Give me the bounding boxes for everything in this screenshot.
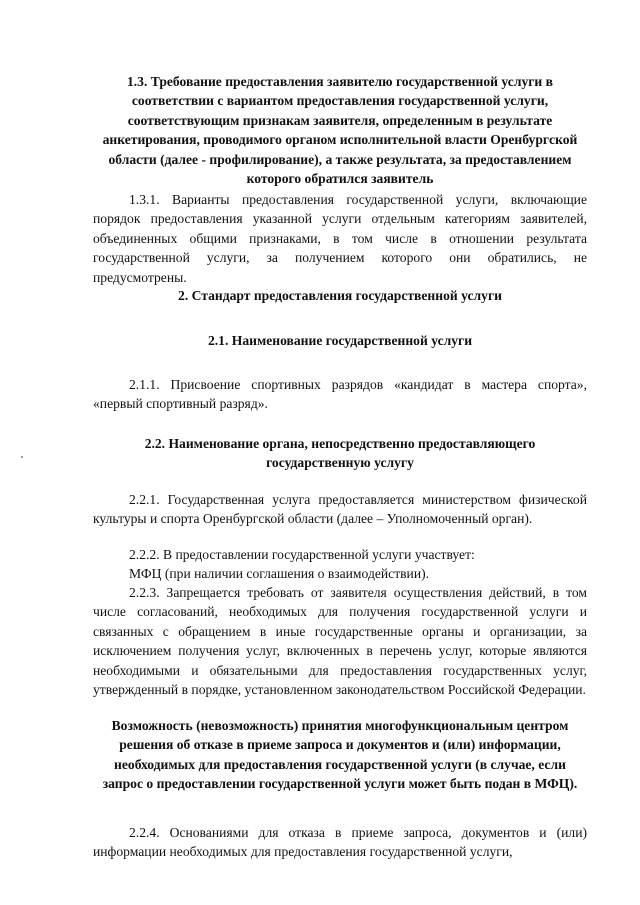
section-1-3-heading: 1.3. Требование предоставления заявителю государственной услуги в соответствии с вариантом предоставления государственной услуги, соответствующим признакам заявителя, определенным в результате анкетирования, проводимого органом исполнительной власти Оренбургской области (далее - профилирование), а также результата, за предоставлением которого обратился заявитель: [102, 74, 578, 187]
paragraph-2-2-3: 2.2.3. Запрещается требовать от заявителя осуществления действий, в том числе согласований, необходимых для получения государственной услуги и связанных с обращением в иные государственные органы и организации, за исключением получения услуг, включенных в перечень услуг, которые являются необходимыми и обязательными для предоставления государственных услуг, утвержденный в порядке, установленном законодательством Российской Федерации.: [93, 585, 587, 698]
paragraph-2-2-4: 2.2.4. Основаниями для отказа в приеме запроса, документов и (или) информации необходимых для предоставления государственной услуги,: [93, 825, 587, 860]
paragraph-2-1-1: 2.1.1. Присвоение спортивных разрядов «кандидат в мастера спорта», «первый спортивный разряд».: [93, 377, 587, 412]
margin-speck: [21, 456, 23, 458]
section-2-1-heading: 2.1. Наименование государственной услуги: [207, 333, 473, 348]
section-2-2-heading: 2.2. Наименование органа, непосредственно предоставляющего государственную услугу: [144, 436, 536, 471]
paragraph-2-2-1: 2.2.1. Государственная услуга предоставляется министерством физической культуры и спорта Оренбургской области (далее – Уполномоченный орган).: [93, 492, 587, 527]
paragraph-2-2-2-mfc: МФЦ (при наличии соглашения о взаимодействии).: [129, 566, 430, 581]
paragraph-2-2-2: 2.2.2. В предоставлении государственной услуги участвует:: [129, 547, 475, 562]
mfc-refusal-heading: Возможность (невозможность) принятия многофункциональным центром решения об отказе в приеме запроса и документов и (или) информации, необходимых для предоставления государственной услуги (в случае, если запрос о предоставлении государственной услуги может быть подан в МФЦ).: [102, 718, 578, 792]
paragraph-1-3-1: 1.3.1. Варианты предоставления государственной услуги, включающие порядок предоставления указанной услуги отдельным категориям заявителей, объединенных общими признаками, в том числе в отношении результата государственной услуги, за получением которого они обратились, не предусмотрены.: [93, 192, 587, 285]
section-2-heading: 2. Стандарт предоставления государственной услуги: [178, 288, 502, 303]
